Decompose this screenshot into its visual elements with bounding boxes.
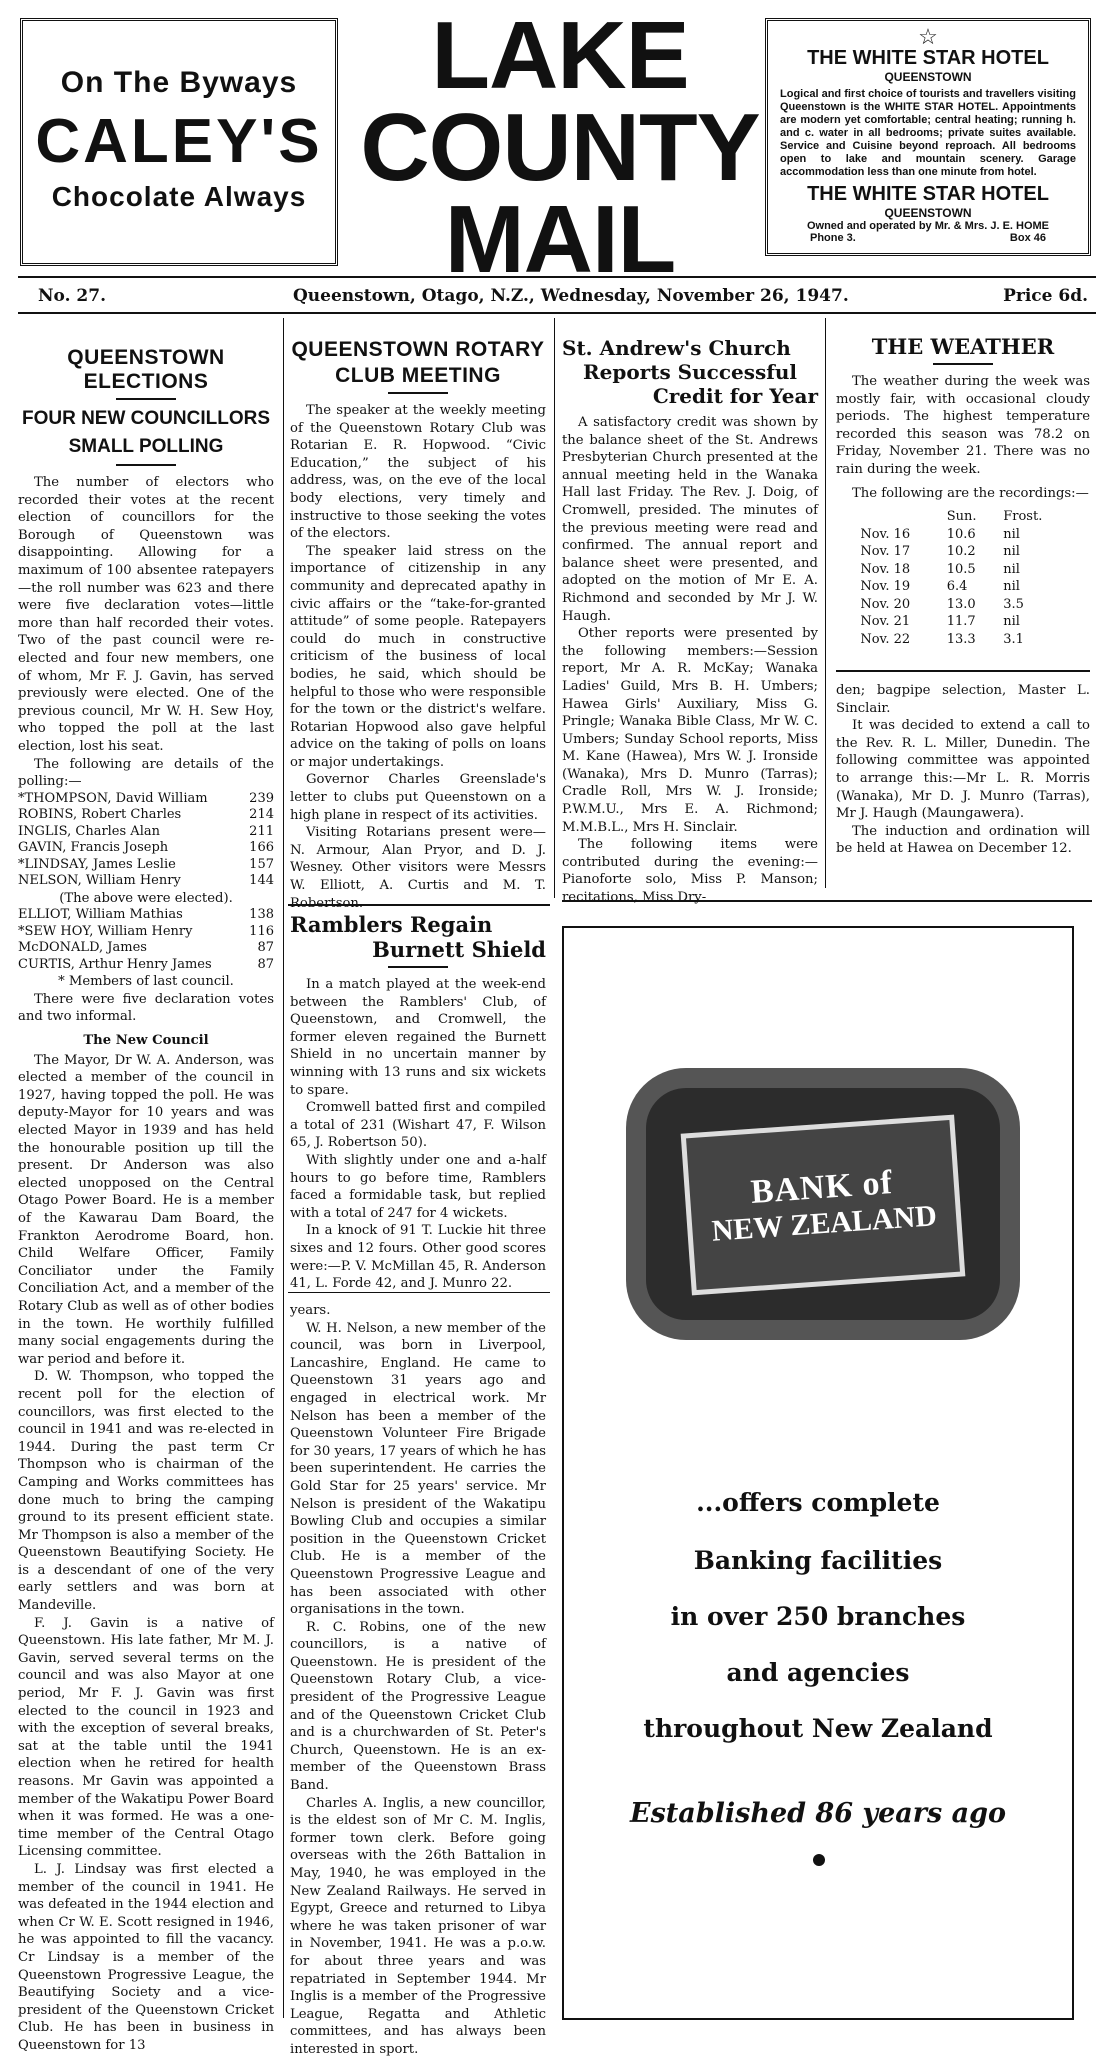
weather-para-1: The weather during the week was mostly fair, with occasional cloudy periods. The highest temperature recorded this season was 78.2 on Friday, November 21. There was no rain during the week. bbox=[836, 374, 1090, 477]
ramblers-para-3: With slightly under one and a-half hours to go before time, Ramblers faced a formidable task, but replied with a total of 247 for 4 wickets. bbox=[290, 1152, 546, 1221]
elections-continued bbox=[290, 1302, 546, 2059]
bank-ad-line3: in over 250 branches bbox=[670, 1602, 966, 1631]
poll-row bbox=[18, 957, 274, 974]
rotary-para-2: The speaker laid stress on the importance of citizenship in any community and deprecated apathy in civic affairs or the “take-for-granted attitude” of some people. Ratepayers could do much in constructive criticism of the business of local bodies, he said, which should be helpful to those who were responsible for the town or the district's welfare. Rotarian Hopwood also gave helpful advice on the taking of polls on loans or major undertakings. bbox=[290, 543, 546, 770]
polling-table-elected bbox=[18, 791, 274, 890]
candidate-name: INGLIS, Charles Alan bbox=[18, 823, 160, 839]
church-para-3: The following items were contributed during the evening:—Pianoforte solo, Miss P. Manson; recitations, Miss Dry- bbox=[562, 837, 818, 906]
column-rule-1 bbox=[283, 318, 284, 2018]
weather-row bbox=[856, 596, 1069, 614]
poll-row bbox=[18, 840, 274, 857]
issue-number: No. 27. bbox=[38, 286, 106, 306]
church-headline-3: Credit for Year bbox=[652, 384, 818, 408]
masthead-rule-bottom bbox=[18, 312, 1096, 314]
church-headline-1: St. Andrew's Church bbox=[562, 336, 791, 360]
candidate-name: GAVIN, Francis Joseph bbox=[18, 840, 169, 856]
weather-frost: nil bbox=[1003, 544, 1020, 560]
poll-row bbox=[18, 873, 274, 890]
church-para-1: A satisfactory credit was shown by the balance sheet of the St. Andrews Presbyterian Church presented at the annual meeting held in the Wanaka Hall last Friday. The Rev. J. Doig, of Cromwell, presided. The minutes of the previous meeting were read and confirmed. The annual report and balance sheet were presented, and adopted on the motion of Mr E. A. Richmond and seconded by Mr J. W. Haugh. bbox=[562, 415, 818, 624]
weather-row bbox=[856, 631, 1069, 649]
bank-ad-line5: throughout New Zealand bbox=[643, 1714, 993, 1743]
bank-ad-line4: and agencies bbox=[726, 1658, 910, 1687]
hotel-phone: Phone 3. bbox=[810, 232, 856, 244]
rotary-headline-1: QUEENSTOWN ROTARY bbox=[291, 338, 545, 361]
hotel-contact bbox=[780, 232, 1076, 244]
caley-ad-brand: CALEY'S bbox=[35, 107, 323, 176]
title-line1: LAKE bbox=[431, 2, 689, 109]
church-article bbox=[562, 336, 818, 907]
polling-table-others bbox=[18, 907, 274, 973]
weather-sun: 6.4 bbox=[946, 579, 968, 595]
church-para-2: Other reports were presented by the following members:—Session report, Mr A. R. McKay; Wanaka Ladies' Guild, Mrs B. H. Umbers; Hawea Girls' Auxiliary, Miss G. Pringle; Wanaka Bible Class, Mr W. C. Umbers; Sunday School reports, Miss M. Kane (Hawea), Mrs W. J. Ironside (Wanaka), Mrs D. Munro (Tarras); Cradle Roll, Mrs W. J. Ironside; P.W.M.U., Mrs E. A. Richmond; M.M.B.L., Mrs H. Sinclair. bbox=[562, 626, 818, 835]
candidate-name: NELSON, William Henry bbox=[18, 873, 181, 889]
candidate-name: ROBINS, Robert Charles bbox=[18, 807, 182, 823]
rotary-para-3: Governor Charles Greenslade's letter to clubs put Queenstown on a high plane in respect of its activities. bbox=[290, 772, 546, 823]
column-rule-2 bbox=[554, 318, 555, 898]
candidate-votes: 116 bbox=[249, 923, 274, 939]
weather-date: Nov. 19 bbox=[860, 579, 911, 595]
masthead-rule-top bbox=[18, 276, 1096, 278]
weather-frost: nil bbox=[1003, 561, 1020, 577]
candidate-votes: 214 bbox=[249, 807, 274, 823]
poll-row bbox=[18, 857, 274, 874]
weather-row bbox=[856, 561, 1069, 579]
weather-frost: nil bbox=[1003, 526, 1020, 542]
ramblers-para-4: In a knock of 91 T. Luckie hit three sixes and 12 fours. Other good scores were:—P. V. McMillan 45, R. Anderson 41, L. Forde 42, and J. Munro 22. bbox=[290, 1223, 546, 1292]
bank-ad-tagline: Established 86 years ago bbox=[630, 1798, 1006, 1829]
candidate-name: *THOMPSON, David William bbox=[18, 790, 208, 806]
weather-rule bbox=[836, 670, 1090, 672]
elections-para-4: The Mayor, Dr W. A. Anderson, was elected a member of the council in 1927, having topped the poll. He was deputy-Mayor for 10 years and was elected Mayor in 1939 and has held the honourable position up till the present. Dr Anderson was also elected unopposed on the Central Otago Power Board. He is a member of the Kawarau Dam Board, the Frankton Aerodrome Board, hon. Child Welfare Officer, Family Conciliator under the Family Conciliation Act, and a member of the Rotary Club as well as of other bodies in the town. He worthily fulfilled many social engagements during the war period and before it. bbox=[18, 1052, 274, 1367]
rotary-para-1: The speaker at the weekly meeting of the Queenstown Rotary Club was Rotarian E. R. Hopwood. “Civic Education,” the subject of his address, was, on the eve of the local body elections, very timely and instructive to those seeking the votes of the electors. bbox=[290, 403, 546, 542]
poll-row bbox=[18, 807, 274, 824]
weather-sun: 11.7 bbox=[946, 614, 976, 630]
elections-subhead2: SMALL POLLING bbox=[68, 436, 224, 457]
elections-headline: QUEENSTOWN ELECTIONS bbox=[67, 346, 225, 393]
weather-date: Nov. 16 bbox=[860, 526, 911, 542]
candidate-votes: 144 bbox=[249, 873, 274, 889]
weather-frost: nil bbox=[1003, 614, 1020, 630]
title-line2: COUNTY bbox=[360, 94, 760, 201]
weather-para-2: The following are the recordings:— bbox=[852, 485, 1089, 501]
frost-column-header: Frost. bbox=[1003, 509, 1043, 525]
weather-frost: nil bbox=[1003, 579, 1020, 595]
white-star-hotel-ad bbox=[765, 18, 1091, 256]
bank-sign-line1: BANK of bbox=[749, 1164, 894, 1211]
hotel-name-repeat: THE WHITE STAR HOTEL bbox=[807, 183, 1049, 205]
candidate-name: ELLIOT, William Mathias bbox=[18, 907, 183, 923]
hotel-town: QUEENSTOWN bbox=[884, 70, 972, 84]
continued-para-1: years. bbox=[290, 1303, 331, 1318]
dateline bbox=[38, 286, 1088, 306]
elections-para-6: F. J. Gavin is a native of Queenstown. His late father, Mr M. J. Gavin, served several terms on the council and was also Mayor at one period, Mr F. J. Gavin was first elected to the council in 1923 and with the exception of several breaks, sat at the table until the 1941 election when he retired for health reasons. Mr Gavin was appointed a member of the Wakatipu Power Board when it was formed. He was a one-time member of the Central Otago Licensing committee. bbox=[18, 1615, 274, 1860]
weather-frost: 3.1 bbox=[1003, 631, 1024, 647]
rotary-para-4: Visiting Rotarians present were—N. Armour, Alan Pryor, and D. J. Wesney. Other visitors were Messrs W. Elliott, A. Curtis and M. T. Robertson. bbox=[290, 825, 546, 911]
church-headline-2: Reports Successful bbox=[583, 360, 797, 384]
weather-date: Nov. 20 bbox=[860, 596, 911, 612]
hotel-town-repeat: QUEENSTOWN bbox=[884, 206, 972, 220]
candidate-name: CURTIS, Arthur Henry James bbox=[18, 956, 212, 972]
weather-date: Nov. 17 bbox=[860, 544, 911, 560]
weather-row bbox=[856, 578, 1069, 596]
weather-row bbox=[856, 613, 1069, 631]
church-continued bbox=[836, 682, 1090, 858]
rotary-article bbox=[290, 336, 546, 912]
rotary-headline-2: CLUB MEETING bbox=[335, 364, 501, 387]
weather-table bbox=[856, 508, 1069, 648]
weather-sun: 13.3 bbox=[946, 631, 976, 647]
weather-date: Nov. 21 bbox=[860, 614, 911, 630]
newspaper-title bbox=[360, 2, 760, 293]
continued-para-3: R. C. Robins, one of the new councillors, is a native of Queenstown. He is president of the Queenstown Rotary Club, a vice-president of the Progressive League and of the Queenstown Cricket Club and is a churchwarden of St. Peter's Church, Queenstown. He is an ex-member of the Queenstown Brass Band. bbox=[290, 1619, 546, 1794]
ramblers-rule bbox=[288, 904, 550, 906]
elections-subhead1: FOUR NEW COUNCILLORS bbox=[21, 408, 271, 429]
elected-note: (The above were elected). bbox=[59, 890, 233, 906]
bank-of-new-zealand-ad bbox=[562, 926, 1074, 2020]
candidate-votes: 138 bbox=[249, 907, 274, 923]
star-icon: ☆ bbox=[918, 25, 938, 50]
elections-para-5: D. W. Thompson, who topped the recent poll for the election of councillors, was first elected to the council in 1941 and was re-elected in 1944. During the past term Cr Thompson who is chairman of the Camping and Works committees has done much to bring the camping ground to its present efficient state. Mr Thompson is also a member of the Queenstown Beautifying Society. He is a descendant of one of the very early settlers and was born at Mandeville. bbox=[18, 1369, 274, 1614]
hotel-description: Logical and first choice of tourists and travellers visiting Queenstown is the WHITE STAR HOTEL. Appointments are modern yet comfortable; central heating; running h. and c. water in all bedrooms; private suites available. Service and Cuisine beyond reproach. All bedrooms open to lake and mountain scenery. Garage accommodation less than one minute from hotel. bbox=[780, 88, 1076, 178]
weather-row bbox=[856, 543, 1069, 561]
candidate-votes: 166 bbox=[249, 840, 274, 856]
church-cont-para-1: den; bagpipe selection, Master L. Sinclair. bbox=[836, 683, 1090, 716]
poll-row bbox=[18, 940, 274, 957]
ramblers-para-2: Cromwell batted first and compiled a total of 231 (Wishart 47, F. Wilson 65, J. Robertson 50). bbox=[290, 1100, 546, 1151]
weather-sun: 10.6 bbox=[946, 526, 976, 542]
hotel-name: THE WHITE STAR HOTEL bbox=[807, 47, 1049, 69]
candidate-votes: 87 bbox=[257, 956, 274, 972]
hotel-box: Box 46 bbox=[1009, 232, 1046, 244]
continued-rule bbox=[288, 1292, 550, 1293]
ramblers-para-1: In a match played at the week-end between the Ramblers' Club, of Queenstown, and Cromwell, the former eleven regained the Burnett Shield in no uncertain manner by winning with 13 runs and six wickets to spare. bbox=[290, 977, 546, 1098]
elections-para-3: There were five declaration votes and two informal. bbox=[18, 991, 274, 1025]
poll-row bbox=[18, 824, 274, 841]
new-council-subhead: The New Council bbox=[83, 1033, 209, 1049]
weather-date: Nov. 18 bbox=[860, 561, 911, 577]
poll-row bbox=[18, 924, 274, 941]
continued-para-2: W. H. Nelson, a new member of the council, was born in Liverpool, Lancashire, England. He came to Queenstown 31 years ago and engaged in electrical work. Mr Nelson has been a member of the Queenstown Volunteer Fire Brigade for 30 years, 17 years of which he has been superintendent. He carries the Gold Star for 25 years' service. Mr Nelson is president of the Wakatipu Bowling Club and occupies a similar position in the Queenstown Cricket Club. He is a member of the Queenstown Progressive League and has been associated with other organisations in the town. bbox=[290, 1320, 546, 1618]
bank-sign-plaque bbox=[681, 1115, 966, 1296]
hotel-owners: Owned and operated by Mr. & Mrs. J. E. HOME bbox=[806, 220, 1050, 232]
headline-divider bbox=[116, 398, 176, 400]
column-rule-3 bbox=[825, 318, 826, 888]
weather-row bbox=[856, 526, 1069, 544]
bullet-dot bbox=[813, 1854, 825, 1866]
caley-ad-line3: Chocolate Always bbox=[51, 181, 307, 212]
weather-sun: 13.0 bbox=[946, 596, 976, 612]
place-date: Queenstown, Otago, N.Z., Wednesday, November 26, 1947. bbox=[293, 286, 849, 306]
poll-row bbox=[18, 791, 274, 808]
bank-sign-illustration bbox=[646, 1088, 1000, 1320]
candidate-name: *SEW HOY, William Henry bbox=[18, 923, 193, 939]
elections-article bbox=[18, 344, 274, 2055]
bank-ad-line1: ...offers complete bbox=[696, 1488, 940, 1517]
candidate-name: McDONALD, James bbox=[18, 940, 147, 956]
candidate-votes: 211 bbox=[249, 823, 274, 839]
caleys-chocolate-ad bbox=[20, 18, 338, 266]
price: Price 6d. bbox=[1003, 286, 1088, 306]
weather-sun: 10.2 bbox=[946, 544, 976, 560]
members-note: * Members of last council. bbox=[58, 974, 234, 990]
weather-date: Nov. 22 bbox=[860, 631, 911, 647]
caley-ad-line1: On The Byways bbox=[60, 66, 298, 99]
subhead-divider bbox=[116, 464, 176, 466]
ramblers-headline-1: Ramblers Regain bbox=[290, 912, 493, 937]
ramblers-divider bbox=[388, 966, 448, 968]
weather-sun: 10.5 bbox=[946, 561, 976, 577]
elections-para-2: The following are details of the polling:— bbox=[18, 756, 274, 790]
candidate-votes: 157 bbox=[249, 856, 274, 872]
church-cont-para-3: The induction and ordination will be held at Hawea on December 12. bbox=[836, 823, 1090, 857]
poll-row bbox=[18, 907, 274, 924]
weather-divider bbox=[933, 363, 993, 365]
church-cont-para-2: It was decided to extend a call to the Rev. R. L. Miller, Dunedin. The following committee was appointed to arrange this:—Mr L. R. Morris (Wanaka), Mr D. J. Munro (Tarras), Mr J. Haugh (Maungawera). bbox=[836, 718, 1090, 822]
bank-ad-line2: Banking facilities bbox=[693, 1546, 943, 1575]
sun-column-header: Sun. bbox=[946, 509, 977, 525]
weather-article bbox=[836, 334, 1090, 654]
ramblers-article bbox=[290, 912, 546, 1293]
candidate-name: *LINDSAY, James Leslie bbox=[18, 856, 176, 872]
rotary-divider bbox=[388, 392, 448, 394]
ramblers-headline-2: Burnett Shield bbox=[372, 937, 546, 962]
elections-para-7: L. J. Lindsay was first elected a member of the council in 1941. He was defeated in the 1944 election and when Cr W. E. Scott resigned in 1946, he was appointed to fill the vacancy. Cr Lindsay is a member of the Queenstown Progressive League, the Beautifying Society and a vice-president of the Queenstown Cricket Club. He has been in business in Queenstown for 13 bbox=[18, 1861, 274, 2053]
weather-headline: THE WEATHER bbox=[871, 334, 1055, 359]
candidate-votes: 239 bbox=[249, 790, 274, 806]
continued-para-4: Charles A. Inglis, a new councillor, is the eldest son of Mr C. M. Inglis, former town clerk. Before going overseas with the 26th Battalion in May, 1940, he was employed in the New Zealand Railways. He served in Egypt, Greece and returned to Libya where he was taken prisoner of war in November, 1941. He was a p.o.w. for about three years and was repatriated in September 1944. Mr Inglis is a member of the Progressive League, Regatta and Athletic committees, and has always been interested in sport. bbox=[290, 1795, 546, 2057]
weather-frost: 3.5 bbox=[1003, 596, 1024, 612]
elections-para-1: The number of electors who recorded their votes at the recent election of councillors for the Borough of Queenstown was disappointing. Allowing for a maximum of 100 absentee ratepayers —the roll number was 623 and there were five declaration votes—little more than half recorded their votes. Two of the past council were re-elected and four new members, one of whom, Mr F. J. Gavin, has served previously were elected. One of the previous council, Mr W. H. Sew Hoy, who topped the poll at the last election, lost his seat. bbox=[18, 475, 274, 754]
bank-sign-line2: NEW ZEALAND bbox=[710, 1199, 938, 1248]
candidate-votes: 87 bbox=[257, 940, 274, 956]
title-line3: MAIL bbox=[444, 186, 676, 293]
